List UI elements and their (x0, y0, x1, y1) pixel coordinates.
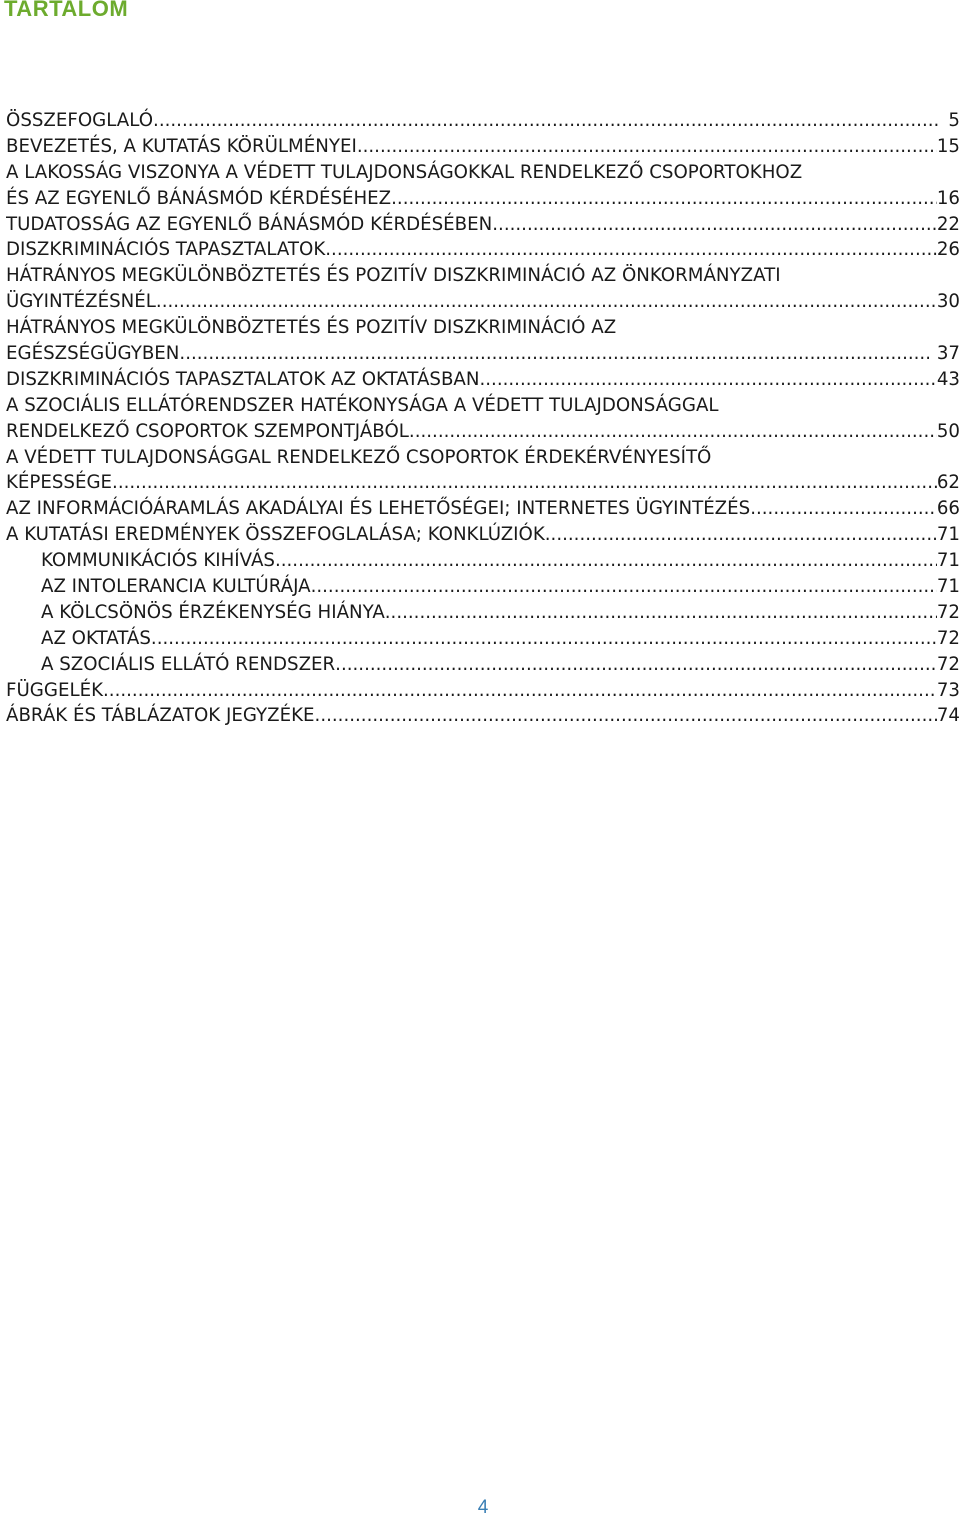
toc-entry-title: A KUTATÁSI EREDMÉNYEK ÖSSZEFOGLALÁSA; KONKLÚZIÓK (6, 524, 545, 546)
toc-leader-dots (385, 600, 937, 626)
toc-entry[interactable] (6, 548, 960, 574)
toc-entry[interactable] (6, 470, 960, 496)
toc-entry-page: 22 (936, 213, 960, 235)
toc-entry-page: 5 (948, 110, 960, 131)
toc-entry[interactable] (6, 263, 960, 289)
toc-entry[interactable] (6, 574, 960, 600)
toc-entry-title: ÜGYINTÉZÉSNÉL (6, 291, 156, 313)
toc-entry-page: 30 (936, 291, 960, 313)
toc-entry-title: A VÉDETT TULAJDONSÁGGAL RENDELKEZŐ CSOPORTOK ÉRDEKÉRVÉNYESÍTŐ (6, 446, 712, 468)
toc-entry-title: FÜGGELÉK (6, 679, 104, 701)
toc-leader-dots (545, 522, 937, 548)
toc-entry-page: 16 (936, 187, 960, 209)
toc-leader-dots (179, 341, 928, 367)
toc-entry-page: 71 (936, 550, 960, 572)
toc-entry-page: 15 (936, 135, 960, 157)
toc-entry[interactable] (6, 419, 960, 445)
toc-entry-title: AZ INFORMÁCIÓÁRAMLÁS AKADÁLYAI ÉS LEHETŐSÉGEI; INTERNETES ÜGYINTÉZÉS (6, 498, 751, 520)
toc-entry[interactable] (6, 652, 960, 678)
toc-leader-dots (275, 548, 937, 574)
toc-entry-title: EGÉSZSÉGÜGYBEN (6, 343, 180, 365)
toc-entry-title: KOMMUNIKÁCIÓS KIHÍVÁS (41, 550, 275, 572)
toc-entry-title: DISZKRIMINÁCIÓS TAPASZTALATOK AZ OKTATÁSBAN (6, 368, 480, 390)
toc-entry-page: 72 (936, 601, 960, 623)
toc-leader-dots (325, 237, 937, 263)
toc-leader-dots (750, 496, 937, 522)
toc-entry-title: ÖSSZEFOGLALÓ (6, 110, 154, 131)
toc-entry[interactable] (6, 341, 960, 367)
toc-entry-title: RENDELKEZŐ CSOPORTOK SZEMPONTJÁBÓL (6, 420, 409, 442)
toc-leader-dots (103, 678, 937, 704)
toc-entry-page: 74 (936, 705, 960, 727)
toc-entry[interactable] (6, 315, 960, 341)
toc-leader-dots (479, 367, 936, 393)
toc-entry[interactable] (6, 134, 960, 160)
toc-leader-dots (153, 108, 940, 134)
toc-entry[interactable] (6, 496, 960, 522)
toc-leader-dots (112, 470, 937, 496)
toc-entry-title: KÉPESSÉGE (6, 472, 113, 494)
toc-entry-title: ÉS AZ EGYENLŐ BÁNÁSMÓD KÉRDÉSÉHEZ (6, 187, 392, 209)
toc-entry-title: HÁTRÁNYOS MEGKÜLÖNBÖZTETÉS ÉS POZITÍV DISZKRIMINÁCIÓ AZ (6, 317, 617, 339)
toc-entry-page: 43 (936, 368, 960, 390)
toc-entry-title: BEVEZETÉS, A KUTATÁS KÖRÜLMÉNYEI (6, 135, 357, 157)
toc-leader-dots (409, 419, 937, 445)
page-number: 4 (477, 1497, 489, 1518)
toc-entry-title: A KÖLCSÖNÖS ÉRZÉKENYSÉG HIÁNYA (41, 601, 385, 623)
toc-entry[interactable] (6, 367, 960, 393)
toc-entry[interactable] (6, 289, 960, 315)
toc-entry-page: 37 (936, 343, 960, 365)
toc-entry-title: ÁBRÁK ÉS TÁBLÁZATOK JEGYZÉKE (6, 705, 315, 727)
toc-entry[interactable] (6, 393, 960, 419)
toc-entry-title: A SZOCIÁLIS ELLÁTÓRENDSZER HATÉKONYSÁGA A VÉDETT TULAJDONSÁGGAL (6, 394, 719, 416)
toc-leader-dots (315, 703, 937, 729)
toc-title: TARTALOM (4, 0, 129, 21)
toc-leader-dots (151, 626, 937, 652)
toc-entry-page: 72 (936, 627, 960, 649)
toc-entry[interactable] (6, 237, 960, 263)
toc-entry[interactable] (6, 186, 960, 212)
toc-entry-title: TUDATOSSÁG AZ EGYENLŐ BÁNÁSMÓD KÉRDÉSÉBEN (6, 213, 493, 235)
table-of-contents (6, 108, 960, 729)
toc-entry-page: 50 (936, 420, 960, 442)
toc-entry-page: 71 (936, 576, 960, 598)
toc-entry[interactable] (6, 678, 960, 704)
toc-leader-dots (311, 574, 937, 600)
toc-leader-dots (357, 134, 937, 160)
toc-leader-dots (391, 186, 937, 212)
toc-entry[interactable] (6, 160, 960, 186)
toc-entry[interactable] (6, 108, 960, 134)
toc-leader-dots (335, 652, 937, 678)
toc-entry-page: 73 (936, 679, 960, 701)
toc-leader-dots (156, 289, 937, 315)
toc-entry[interactable] (6, 445, 960, 471)
toc-entry-title: DISZKRIMINÁCIÓS TAPASZTALATOK (6, 239, 326, 261)
toc-leader-dots (492, 212, 937, 238)
toc-entry[interactable] (6, 212, 960, 238)
toc-entry[interactable] (6, 703, 960, 729)
toc-entry-title: A SZOCIÁLIS ELLÁTÓ RENDSZER (41, 653, 336, 675)
toc-entry-page: 71 (936, 524, 960, 546)
toc-entry-page: 62 (936, 472, 960, 494)
toc-entry-title: AZ OKTATÁS (41, 627, 151, 649)
toc-entry[interactable] (6, 522, 960, 548)
toc-entry-title: HÁTRÁNYOS MEGKÜLÖNBÖZTETÉS ÉS POZITÍV DISZKRIMINÁCIÓ AZ ÖNKORMÁNYZATI (6, 265, 781, 287)
toc-entry-page: 26 (936, 239, 960, 261)
toc-entry-title: A LAKOSSÁG VISZONYA A VÉDETT TULAJDONSÁGOKKAL RENDELKEZŐ CSOPORTOKHOZ (6, 161, 803, 183)
toc-entry[interactable] (6, 600, 960, 626)
toc-entry-page: 72 (936, 653, 960, 675)
toc-entry-title: AZ INTOLERANCIA KULTÚRÁJA (41, 576, 311, 598)
toc-entry[interactable] (6, 626, 960, 652)
toc-entry-page: 66 (936, 498, 960, 520)
